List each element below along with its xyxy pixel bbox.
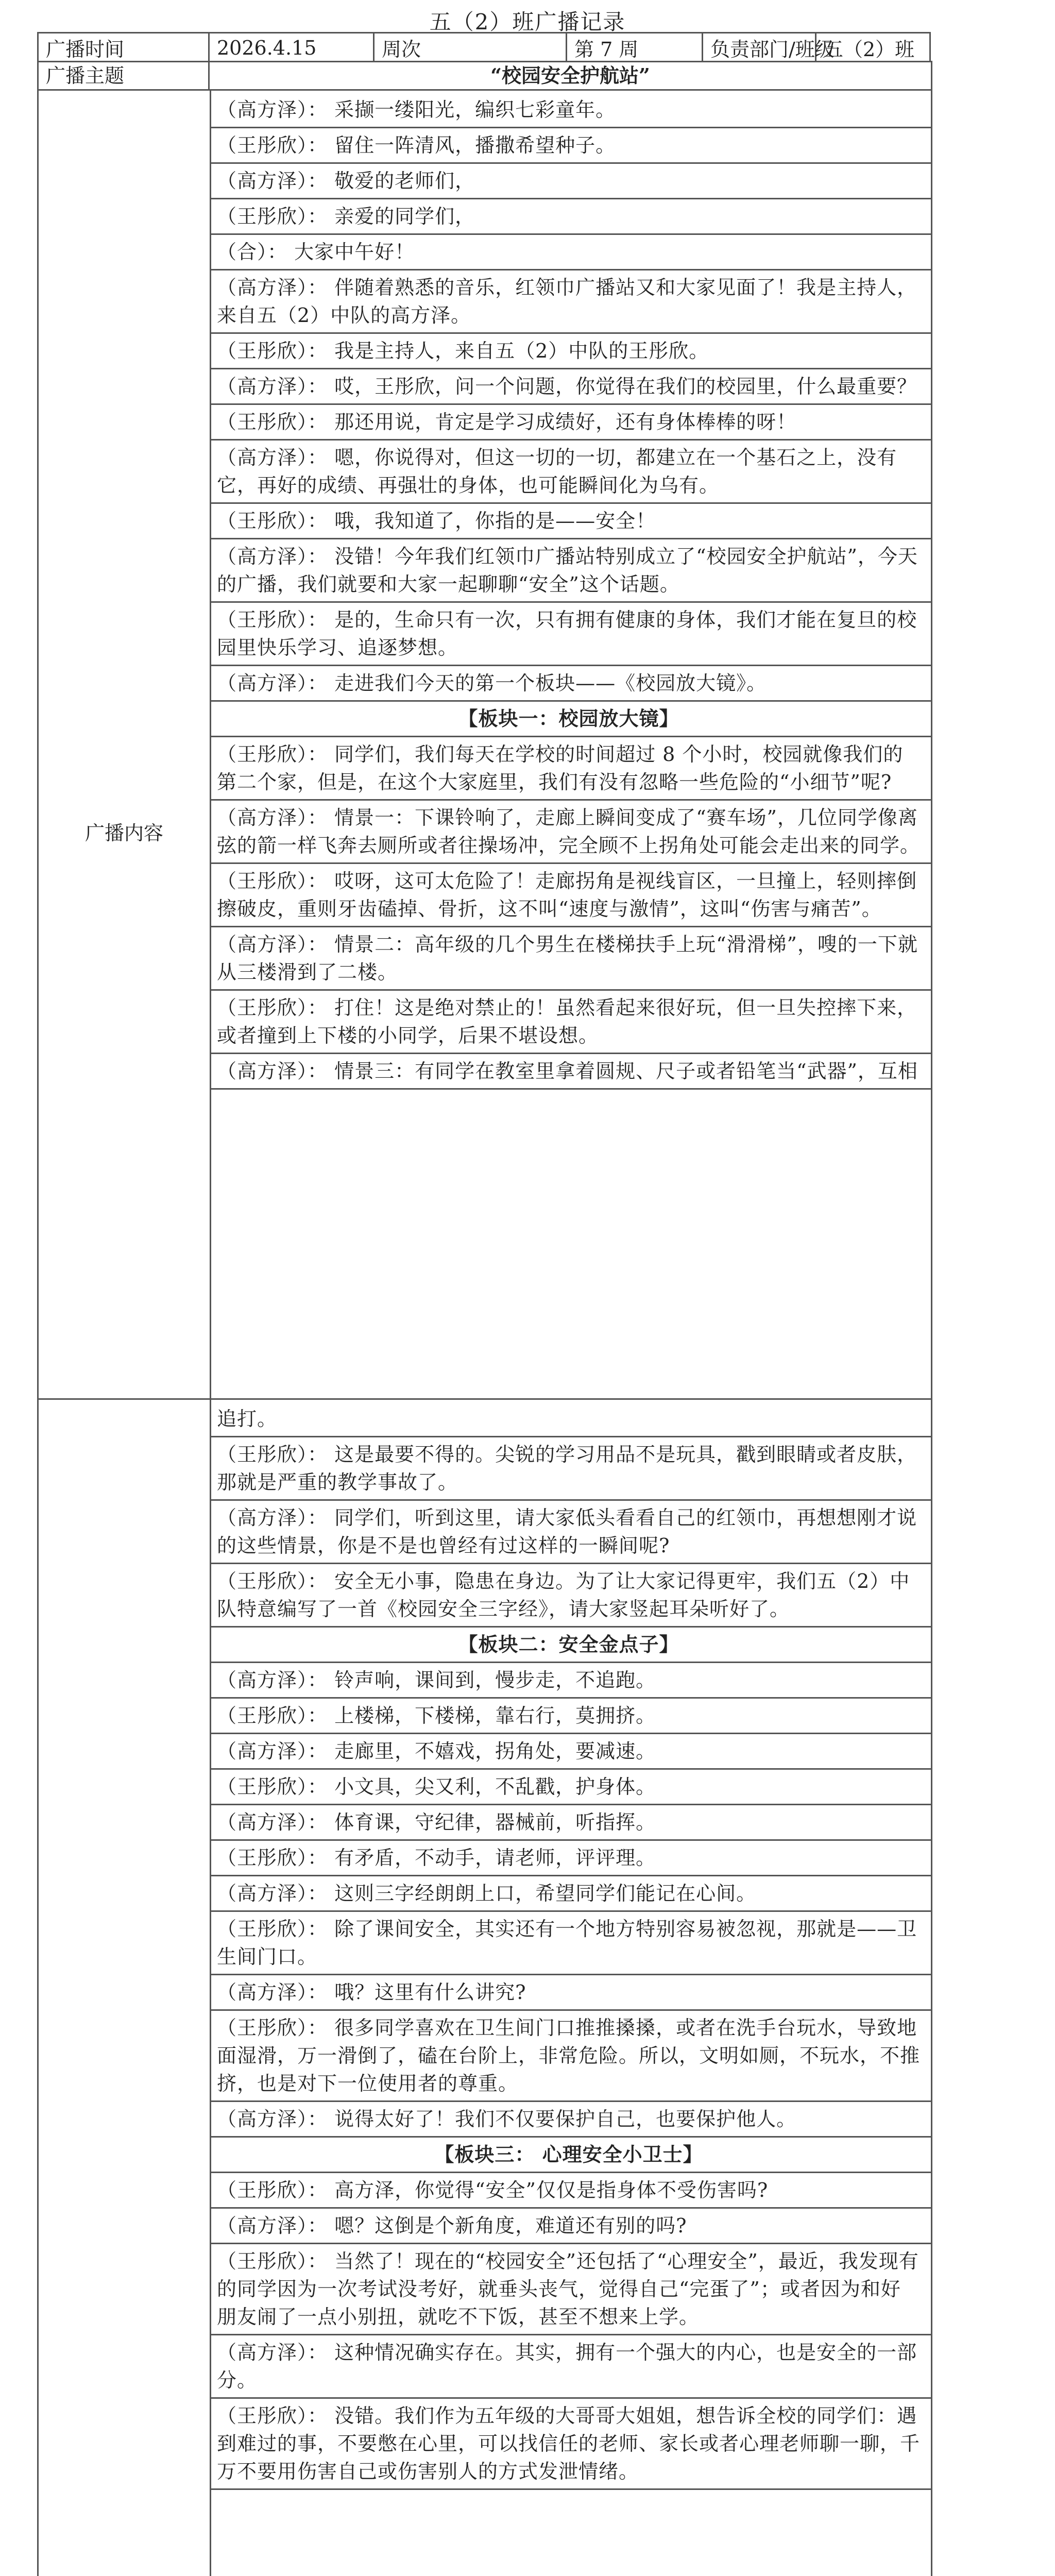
date-value: 2026.4.15 <box>209 33 374 63</box>
week-label: 周次 <box>374 33 567 63</box>
dept-label: 负责部门/班级 <box>703 33 816 63</box>
line-text: （高方泽）： 走廊里，不嬉戏，拐角处，要减速。 <box>217 1740 656 1762</box>
script-line <box>210 440 931 504</box>
script-line <box>210 991 931 1054</box>
script-line <box>210 1564 931 1628</box>
section-heading <box>210 1628 931 1663</box>
script-line <box>210 801 931 864</box>
line-text: 【板块一：校园放大镜】 <box>458 707 679 730</box>
line-text: （王彤欣）： 这是最要不得的。尖锐的学习用品不是玩具，戳到眼睛或者皮肤，那就是严重的教学事故了。 <box>217 1443 917 1494</box>
script-line <box>210 1663 931 1699</box>
content-body-2 <box>210 1400 931 2576</box>
document-title: 五（2）班广播记录 <box>429 9 626 35</box>
script-line <box>210 1876 931 1912</box>
script-line <box>210 1501 931 1564</box>
script-line <box>210 1699 931 1734</box>
script-line <box>210 1912 931 1975</box>
dept-value: 五（2）班 <box>816 33 930 63</box>
line-text: （王彤欣）： 没错。我们作为五年级的大哥哥大姐姐，想告诉全校的同学们：遇到难过的事，不要憋在心里，可以找信任的老师、家长或者心理老师聊一聊，千万不要用伤害自己或伤害别人的方式发泄情绪。 <box>217 2404 921 2483</box>
line-text: （王彤欣）： 亲爱的同学们， <box>217 205 475 228</box>
line-text: （王彤欣）： 留住一阵清风，播撒希望种子。 <box>217 134 616 157</box>
line-text: （王彤欣）： 哎呀，这可太危险了！走廊拐角是视线盲区，一旦撞上，轻则摔倒擦破皮，重则牙齿磕掉、骨折，这不叫“速度与激情”，这叫“伤害与痛苦”。 <box>217 870 917 920</box>
line-text: （王彤欣）： 有矛盾，不动手，请老师，评评理。 <box>217 1846 656 1869</box>
script-line <box>210 2244 931 2335</box>
page-2 <box>37 1398 932 2576</box>
content-label: 广播内容 <box>84 822 163 844</box>
script-line <box>210 2102 931 2138</box>
script-line <box>210 1734 931 1770</box>
script-line <box>210 164 931 199</box>
line-text: （高方泽）： 铃声响，课间到，慢步走，不追跑。 <box>217 1669 656 1691</box>
line-text: （高方泽）： 说得太好了！我们不仅要保护自己，也要保护他人。 <box>217 2108 797 2130</box>
line-text: （王彤欣）： 高方泽，你觉得“安全”仅仅是指身体不受伤害吗? <box>217 2179 769 2201</box>
script-line <box>210 93 931 128</box>
script-line <box>210 864 931 927</box>
script-line <box>210 504 931 539</box>
script-line <box>210 334 931 369</box>
page-1 <box>37 61 932 1403</box>
script-line <box>210 927 931 991</box>
line-text: 【板块三： 心理安全小卫士】 <box>434 2143 703 2166</box>
line-text: （高方泽）： 哎，王彤欣，问一个问题，你觉得在我们的校园里，什么最重要？ <box>217 375 917 398</box>
line-text: （高方泽）： 这则三字经朗朗上口，希望同学们能记在心间。 <box>217 1882 757 1905</box>
section-heading <box>210 2138 931 2173</box>
script-line <box>210 1770 931 1805</box>
script-line <box>210 128 931 164</box>
line-text: （高方泽）： 哦？这里有什么讲究? <box>217 1981 526 2004</box>
line-text: （王彤欣）： 当然了！现在的“校园安全”还包括了“心理安全”，最近，我发现有的同学因为一次考试没考好，就垂头丧气，觉得自己“完蛋了”；或者因为和好朋友闹了一点小别扭，就吃不下饭，甚至不想来上学。 <box>217 2250 919 2328</box>
line-text: （高方泽）： 情景三：有同学在教室里拿着圆规、尺子或者铅笔当“武器”，互相 <box>217 1060 918 1082</box>
script-line <box>210 2399 931 2490</box>
script-line <box>210 1975 931 2011</box>
script-line <box>210 235 931 270</box>
line-text: 追打。 <box>217 1408 278 1430</box>
content-label-cell <box>39 89 211 1402</box>
header-table <box>37 32 931 63</box>
line-text: （高方泽）： 同学们，听到这里，请大家低头看看自己的红领巾，再想想刚才说的这些情景，你是不是也曾经有过这样的一瞬间呢? <box>217 1506 917 1557</box>
line-text: （王彤欣）： 哦，我知道了，你指的是——安全！ <box>217 510 656 532</box>
line-text: （高方泽）： 嗯？这倒是个新角度，难道还有别的吗? <box>217 2214 687 2237</box>
line-text: （高方泽）： 这种情况确实存在。其实，拥有一个强大的内心，也是安全的一部分。 <box>217 2341 917 2392</box>
line-text: （王彤欣）： 打住！这是绝对禁止的！虽然看起来很好玩，但一旦失控摔下来，或者撞到上下楼的小同学，后果不堪设想。 <box>217 996 917 1047</box>
line-text: （高方泽）： 敬爱的老师们， <box>217 170 475 192</box>
line-text: （王彤欣）： 很多同学喜欢在卫生间门口推推搡搡，或者在洗手台玩水，导致地面湿滑，万一滑倒了，磕在台阶上，非常危险。所以，文明如厕，不玩水，不推挤，也是对下一位使用者的尊重。 <box>217 2016 921 2095</box>
line-text: （王彤欣）： 同学们，我们每天在学校的时间超过 8 个小时，校园就像我们的第二个家，但是，在这个大家庭里，我们有没有忽略一些危险的“小细节”呢? <box>217 743 904 793</box>
line-text: （高方泽）： 体育课，守纪律，器械前，听指挥。 <box>217 1811 656 1834</box>
line-text: （高方泽）： 采撷一缕阳光，编织七彩童年。 <box>217 98 616 121</box>
script-line <box>210 1805 931 1841</box>
script-line <box>210 2011 931 2102</box>
line-text: （王彤欣）： 我是主持人，来自五（2）中队的王彤欣。 <box>217 340 709 362</box>
script-line <box>210 737 931 801</box>
line-text: （高方泽）： 伴随着熟悉的音乐，红领巾广播站又和大家见面了！我是主持人，来自五（2）中队的高方泽。 <box>217 276 917 327</box>
line-text: 【板块二：安全金点子】 <box>458 1633 679 1656</box>
line-text: （王彤欣）： 是的，生命只有一次，只有拥有健康的身体，我们才能在复旦的校园里快乐学习、追逐梦想。 <box>217 608 917 659</box>
line-text: （王彤欣）： 小文具，尖又利，不乱戳，护身体。 <box>217 1775 656 1798</box>
script-line <box>210 199 931 235</box>
line-text: （王彤欣）： 除了课间安全，其实还有一个地方特别容易被忽视，那就是——卫生间门口。 <box>217 1918 917 1968</box>
script-line <box>210 539 931 603</box>
line-text: （王彤欣）： 上楼梯，下楼梯，靠右行，莫拥挤。 <box>217 1704 656 1727</box>
script-line <box>210 1402 931 1437</box>
script-line <box>210 1841 931 1876</box>
line-text: （王彤欣）： 安全无小事，隐患在身边。为了让大家记得更牢，我们五（2）中队特意编写了一首《校园安全三字经》，请大家竖起耳朵听好了。 <box>217 1570 910 1620</box>
script-line <box>210 2173 931 2209</box>
subject-label: 广播主题 <box>39 62 210 89</box>
line-text: （高方泽）： 情景一：下课铃响了，走廊上瞬间变成了“赛车场”，几位同学像离弦的箭一样飞奔去厕所或者往操场冲，完全顾不上拐角处可能会走出来的同学。 <box>217 806 921 857</box>
line-text: （高方泽）： 走进我们今天的第一个板块——《校园放大镜》。 <box>217 672 767 694</box>
section-heading <box>210 702 931 737</box>
script-line <box>210 603 931 666</box>
line-text: （合）： 大家中午好！ <box>217 241 415 263</box>
script-line <box>210 369 931 405</box>
script-line <box>210 405 931 440</box>
line-text: （高方泽）： 嗯，你说得对，但这一切的一切，都建立在一个基石之上，没有它，再好的成绩、再强壮的身体，也可能瞬间化为乌有。 <box>217 446 897 497</box>
line-text: （高方泽）： 没错！今年我们红领巾广播站特别成立了“校园安全护航站”，今天的广播，我们就要和大家一起聊聊“安全”这个话题。 <box>217 545 918 596</box>
line-text: （王彤欣）： 那还用说，肯定是学习成绩好，还有身体棒棒的呀！ <box>217 411 797 433</box>
script-line <box>210 1437 931 1501</box>
label-cell-2 <box>39 1400 211 2576</box>
time-label: 广播时间 <box>38 33 209 63</box>
script-line <box>210 2335 931 2399</box>
week-value: 第 7 周 <box>567 33 703 63</box>
script-line <box>210 270 931 334</box>
script-line <box>210 2209 931 2244</box>
script-line <box>210 1054 931 1090</box>
subject-value: “校园安全护航站” <box>490 64 650 87</box>
script-line <box>210 666 931 702</box>
line-text: （高方泽）： 情景二：高年级的几个男生在楼梯扶手上玩“滑滑梯”，嗖的一下就从三楼滑到了二楼。 <box>217 933 918 984</box>
content-body-1 <box>210 89 931 1402</box>
